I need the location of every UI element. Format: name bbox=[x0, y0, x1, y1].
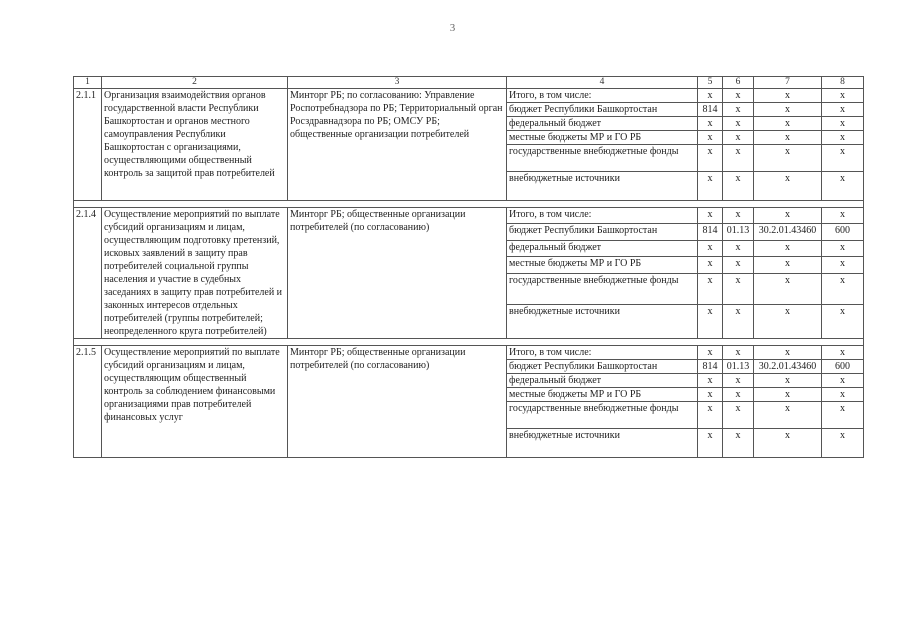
header-col-8: 8 bbox=[822, 77, 864, 89]
cell-c8: x bbox=[822, 429, 864, 458]
header-col-2: 2 bbox=[102, 77, 288, 89]
cell-c7: x bbox=[754, 388, 822, 402]
cell-c7: x bbox=[754, 172, 822, 201]
cell-c8: x bbox=[822, 388, 864, 402]
cell-c7: x bbox=[754, 103, 822, 117]
cell-c8: x bbox=[822, 117, 864, 131]
cell-c5: x bbox=[698, 402, 723, 429]
cell-c5: x bbox=[698, 117, 723, 131]
cell-c6: x bbox=[723, 145, 754, 172]
header-col-4: 4 bbox=[507, 77, 698, 89]
funding-source: местные бюджеты МР и ГО РБ bbox=[507, 257, 698, 273]
cell-c6: x bbox=[723, 131, 754, 145]
cell-c8: x bbox=[822, 402, 864, 429]
cell-c6: x bbox=[723, 257, 754, 273]
cell-c7: x bbox=[754, 257, 822, 273]
activity-description: Осуществление мероприятий по выплате субсидий организациям и лицам, осуществляющим подготовку претензий, исковых заявлений в защиту прав потребителей социальной группы населения и участие в судебных заседаниях в защиту прав потребителей и законных интересов отдельных потребителей (группы потребителей; неопределенного круга потребителей) bbox=[102, 208, 288, 339]
funding-source: внебюджетные источники bbox=[507, 172, 698, 201]
funding-source: государственные внебюджетные фонды bbox=[507, 273, 698, 305]
header-col-1: 1 bbox=[74, 77, 102, 89]
cell-c5: x bbox=[698, 305, 723, 339]
cell-c7: x bbox=[754, 145, 822, 172]
cell-c8: x bbox=[822, 89, 864, 103]
cell-c5: x bbox=[698, 257, 723, 273]
cell-c6: x bbox=[723, 305, 754, 339]
cell-c7: x bbox=[754, 429, 822, 458]
cell-c7: x bbox=[754, 374, 822, 388]
activity-description: Организация взаимодействия органов государственной власти Республики Башкортостан и органов местного самоуправления Республики Башкортостан с организациями, осуществляющими общественный контроль за защитой прав потребителей bbox=[102, 89, 288, 201]
page-number: 3 bbox=[449, 22, 456, 34]
program-table bbox=[73, 76, 864, 458]
cell-c8: x bbox=[822, 305, 864, 339]
cell-c5: x bbox=[698, 429, 723, 458]
cell-c8: 600 bbox=[822, 224, 864, 240]
funding-source: федеральный бюджет bbox=[507, 374, 698, 388]
cell-c6: 01.13 bbox=[723, 224, 754, 240]
cell-c5: x bbox=[698, 346, 723, 360]
cell-c5: x bbox=[698, 172, 723, 201]
cell-c5: x bbox=[698, 145, 723, 172]
cell-c6: x bbox=[723, 89, 754, 103]
section-gap bbox=[74, 201, 864, 208]
cell-c5: x bbox=[698, 240, 723, 256]
cell-c7: x bbox=[754, 402, 822, 429]
header-col-6: 6 bbox=[723, 77, 754, 89]
cell-c8: x bbox=[822, 103, 864, 117]
cell-c6: x bbox=[723, 346, 754, 360]
cell-c8: x bbox=[822, 374, 864, 388]
table-row bbox=[74, 208, 864, 224]
section-number: 2.1.5 bbox=[74, 346, 102, 458]
header-col-5: 5 bbox=[698, 77, 723, 89]
cell-c8: x bbox=[822, 172, 864, 201]
table-row bbox=[74, 346, 864, 360]
cell-c5: 814 bbox=[698, 224, 723, 240]
cell-c8: x bbox=[822, 273, 864, 305]
cell-c7: x bbox=[754, 117, 822, 131]
cell-c8: x bbox=[822, 346, 864, 360]
cell-c7: x bbox=[754, 346, 822, 360]
section-number: 2.1.1 bbox=[74, 89, 102, 201]
cell-c5: 814 bbox=[698, 103, 723, 117]
funding-source: Итого, в том числе: bbox=[507, 346, 698, 360]
cell-c6: x bbox=[723, 388, 754, 402]
cell-c7: 30.2.01.43460 bbox=[754, 224, 822, 240]
funding-source: внебюджетные источники bbox=[507, 305, 698, 339]
cell-c6: x bbox=[723, 103, 754, 117]
cell-c6: x bbox=[723, 208, 754, 224]
cell-c5: x bbox=[698, 388, 723, 402]
cell-c6: x bbox=[723, 429, 754, 458]
header-row bbox=[74, 77, 864, 89]
funding-source: государственные внебюджетные фонды bbox=[507, 145, 698, 172]
cell-c6: 01.13 bbox=[723, 360, 754, 374]
cell-c5: x bbox=[698, 208, 723, 224]
cell-c8: x bbox=[822, 240, 864, 256]
funding-source: местные бюджеты МР и ГО РБ bbox=[507, 131, 698, 145]
cell-c7: x bbox=[754, 240, 822, 256]
cell-c8: x bbox=[822, 257, 864, 273]
funding-source: местные бюджеты МР и ГО РБ bbox=[507, 388, 698, 402]
funding-source: Итого, в том числе: bbox=[507, 208, 698, 224]
executors: Минторг РБ; общественные организации потребителей (по согласованию) bbox=[288, 346, 507, 458]
executors: Минторг РБ; общественные организации потребителей (по согласованию) bbox=[288, 208, 507, 339]
funding-source: бюджет Республики Башкортостан bbox=[507, 103, 698, 117]
cell-c6: x bbox=[723, 273, 754, 305]
cell-c5: 814 bbox=[698, 360, 723, 374]
header-col-7: 7 bbox=[754, 77, 822, 89]
cell-c8: x bbox=[822, 131, 864, 145]
section-gap-cell bbox=[74, 339, 864, 346]
funding-source: федеральный бюджет bbox=[507, 240, 698, 256]
section-gap-cell bbox=[74, 201, 864, 208]
executors: Минторг РБ; по согласованию: Управление Роспотребнадзора по РБ; Территориальный орган Росздравнадзора по РБ; ОМСУ РБ; общественные организации потребителей bbox=[288, 89, 507, 201]
cell-c8: 600 bbox=[822, 360, 864, 374]
funding-source: Итого, в том числе: bbox=[507, 89, 698, 103]
activity-description: Осуществление мероприятий по выплате субсидий организациям и лицам, осуществляющим общественный контроль за соблюдением финансовыми организациями прав потребителей финансовых услуг bbox=[102, 346, 288, 458]
cell-c8: x bbox=[822, 208, 864, 224]
cell-c5: x bbox=[698, 131, 723, 145]
cell-c6: x bbox=[723, 374, 754, 388]
header-col-3: 3 bbox=[288, 77, 507, 89]
funding-source: бюджет Республики Башкортостан bbox=[507, 224, 698, 240]
cell-c6: x bbox=[723, 172, 754, 201]
table-row bbox=[74, 89, 864, 103]
cell-c5: x bbox=[698, 374, 723, 388]
funding-source: бюджет Республики Башкортостан bbox=[507, 360, 698, 374]
section-gap bbox=[74, 339, 864, 346]
funding-source: внебюджетные источники bbox=[507, 429, 698, 458]
cell-c7: x bbox=[754, 273, 822, 305]
cell-c7: 30.2.01.43460 bbox=[754, 360, 822, 374]
cell-c8: x bbox=[822, 145, 864, 172]
cell-c7: x bbox=[754, 89, 822, 103]
cell-c5: x bbox=[698, 273, 723, 305]
cell-c6: x bbox=[723, 240, 754, 256]
section-number: 2.1.4 bbox=[74, 208, 102, 339]
funding-source: федеральный бюджет bbox=[507, 117, 698, 131]
cell-c7: x bbox=[754, 305, 822, 339]
funding-source: государственные внебюджетные фонды bbox=[507, 402, 698, 429]
cell-c5: x bbox=[698, 89, 723, 103]
cell-c7: x bbox=[754, 208, 822, 224]
cell-c7: x bbox=[754, 131, 822, 145]
cell-c6: x bbox=[723, 117, 754, 131]
cell-c6: x bbox=[723, 402, 754, 429]
